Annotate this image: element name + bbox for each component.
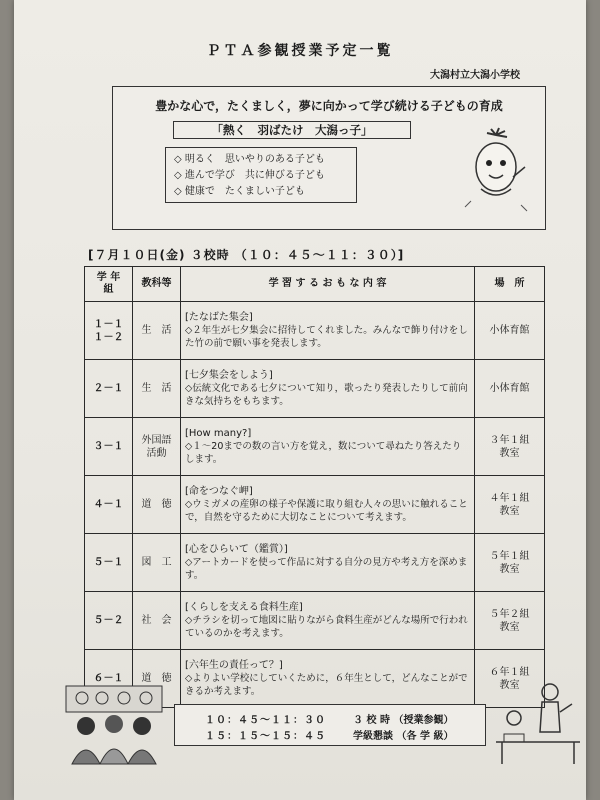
cell-class: ６－１ [85, 650, 133, 708]
lesson-description: ◇チラシを切って地図に貼りながら食料生産がどんな場所で行われているのかを考えます。 [185, 615, 468, 639]
lesson-topic: [命をつなぐ岬] [185, 486, 253, 497]
classroom-illustration [490, 672, 586, 768]
session-heading: [７月１０日(金) ３校時 （１０：４５～１１：３０）] [88, 248, 405, 262]
lesson-topic: [How many?] [185, 428, 252, 439]
motto-box [112, 86, 546, 230]
time-range: １５：１５～１５：４５ [205, 731, 326, 742]
slogan: 「熱く 羽ばたけ 大潟っ子」 [173, 121, 411, 139]
header-content: 学 習 す る お も な 内 容 [181, 267, 475, 302]
mascot-illustration [461, 127, 531, 213]
lesson-topic: [心をひらいて（鑑賞）] [185, 544, 288, 555]
cell-class: ４－１ [85, 476, 133, 534]
header-class: 学 年 組 [85, 267, 133, 302]
cell-content [181, 476, 475, 534]
cell-place: 小体育館 [475, 360, 545, 418]
parents-illustration [62, 684, 166, 766]
cell-place: ４年１組 教室 [475, 476, 545, 534]
table-row [85, 592, 545, 650]
cell-place: ３年１組 教室 [475, 418, 545, 476]
cell-subject: 道 徳 [133, 476, 181, 534]
table-row [85, 302, 545, 360]
lesson-description: ◇伝統文化である七夕について知り，歌ったり発表したりして前向きな気持ちをもちます。 [185, 383, 468, 407]
cell-class: ５－２ [85, 592, 133, 650]
goals-list [165, 147, 357, 203]
cell-subject: 社 会 [133, 592, 181, 650]
lesson-topic: [たなばた集会] [185, 312, 253, 323]
cell-place: 小体育館 [475, 302, 545, 360]
cell-content [181, 360, 475, 418]
cell-class: ５－１ [85, 534, 133, 592]
school-name: 大潟村立大潟小学校 [430, 70, 520, 81]
cell-subject: 生 活 [133, 302, 181, 360]
cell-content [181, 534, 475, 592]
cell-class: ３－１ [85, 418, 133, 476]
time-label: ３ 校 時 （授業参観） [353, 715, 454, 726]
goal-item: ◇ 明るく 思いやりのある子ども [174, 154, 325, 165]
time-schedule-box [174, 704, 486, 746]
lesson-topic: [六年生の責任って？] [185, 660, 283, 671]
cell-subject: 道 徳 [133, 650, 181, 708]
goal-item: ◇ 進んで学び 共に伸びる子ども [174, 170, 325, 181]
table-row [85, 534, 545, 592]
header-subject: 教科等 [133, 267, 181, 302]
cell-content [181, 418, 475, 476]
cell-subject: 生 活 [133, 360, 181, 418]
table-row [85, 476, 545, 534]
cell-class: １－１ １－２ [85, 302, 133, 360]
page-title: ＰＴＡ参観授業予定一覧 [206, 43, 394, 59]
lesson-description: ◇よりよい学校にしていくために，６年生として，どんなことができるか考えます。 [185, 673, 468, 697]
lesson-description: ◇アートカードを使って作品に対する自分の見方や考え方を深めます。 [185, 557, 468, 581]
cell-content [181, 650, 475, 708]
lesson-description: ◇ウミガメの産卵の様子や保護に取り組む人々の思いに触れることで，自然を守るために大切なことについて考えます。 [185, 499, 468, 523]
schedule-table [84, 266, 545, 708]
motto-main: 豊かな心で，たくましく，夢に向かって学び続ける子どもの育成 [155, 99, 503, 113]
cell-subject: 図 工 [133, 534, 181, 592]
header-place: 場 所 [475, 267, 545, 302]
cell-content [181, 302, 475, 360]
goal-item: ◇ 健康で たくましい子ども [174, 186, 305, 197]
lesson-topic: [くらしを支える食料生産] [185, 602, 303, 613]
cell-place: ５年１組 教室 [475, 534, 545, 592]
lesson-topic: [七夕集会をしよう] [185, 370, 273, 381]
cell-subject: 外国語 活動 [133, 418, 181, 476]
cell-content [181, 592, 475, 650]
cell-class: ２－１ [85, 360, 133, 418]
paper-sheet [14, 0, 586, 800]
lesson-description: ◇２年生が七夕集会に招待してくれました。みんなで飾り付けをした竹の前で願い事を発表します。 [185, 325, 468, 349]
time-label: 学級懇談 （各 学 級） [353, 731, 454, 742]
table-row [85, 360, 545, 418]
cell-place: ６年１組 教室 [475, 650, 545, 708]
time-range: １０：４５～１１：３０ [205, 715, 326, 726]
table-header-row [85, 267, 545, 302]
cell-place: ５年２組 教室 [475, 592, 545, 650]
lesson-description: ◇１～20までの数の言い方を覚え，数について尋ねたり答えたりします。 [185, 441, 462, 465]
table-row [85, 418, 545, 476]
